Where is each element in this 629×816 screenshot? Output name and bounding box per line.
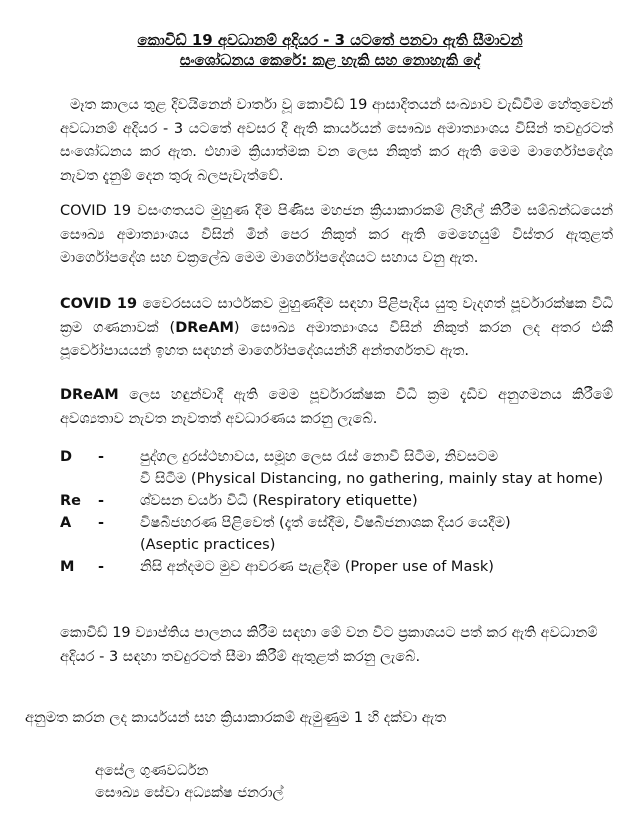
dream-dash: - <box>98 515 105 531</box>
paragraph-dream-intro-end: ) සෞඛ්‍ය අමාත්‍යාංශය විසින් නිකුත් කරන ලද අතර එකී පූර්වෝපායයන් ඉහත සඳහන් මාර්ගෝපදේශයන්හි අන්තර්ගතව ඇත. <box>60 319 613 359</box>
paragraph-intro: මෑත කාලය තුළ දිවයිනෙන් වාර්තා වූ කොවිඩ් 19 ආසාදිතයන් සංඛ්‍යාව වැඩිවීම හේතුවෙන් අවධානම් අදියර - 3 යටතේ අවසර දී ඇති කාර්යයන් සෞඛ්‍ය අමාත්‍යාංශය විසින් තවදුරටත් සංශෝධනය කර ඇත. එහාම ක්‍රියාත්මක වන ලෙස නිකුත් කර ඇති මෙම මාර්ගෝපදේශ නැවත දැනුම් දෙන තුරු බලපැවැත්වේ. <box>60 97 613 184</box>
dream-key: M <box>60 559 75 575</box>
signatory-designation: සෞඛ්‍ය සේවා අධ්‍යක්ෂ ජනරාල් <box>95 785 284 801</box>
signatory-name: අසේල ගුණවර්ධන <box>95 763 209 779</box>
paragraph-guidelines: COVID 19 වසංගතයට මුහුණ දීම පිණිස මහජන ක්‍රියාකාරකම් ලිහිල් කිරීම සම්බන්ධයෙන් සෞඛ්‍ය අමාත්‍යාංශය විසින් මින් පෙර නිකුත් කර ඇති මෙහෙයුම් විස්තර ඇතුළත් මාර්ගෝපදේශ සහ චක්‍රලේඛ මෙම මාර්ගෝපදේශයට සහාය වනු ඇත. <box>60 203 613 266</box>
dream-key: Re <box>60 493 81 509</box>
dream-key: D <box>60 449 73 465</box>
title-line-2: සංශෝධනය කෙරේ: කළ හැකි සහ නොහැකි දේ <box>179 51 481 69</box>
dream-dash: - <box>98 449 105 465</box>
paragraph-dream-emphasis <box>60 384 613 431</box>
dream-item-m <box>60 556 613 578</box>
paragraph-dream-intro-mid: වෛරසයට සාර්ථකව මුහුණදීම සඳහා පිළිපැදිය යුතු වැදගත් පූර්වාරක්ෂක විධි ක්‍රම ගණනාවක් ( <box>60 296 613 336</box>
dream-item-a <box>60 512 613 556</box>
dream-label: DReAM <box>175 319 234 336</box>
dream-text-line-1: නිසි අන්දමට මුව ආවරණ පැළදීම (Proper use of Mask) <box>140 559 494 575</box>
paragraph-dream-emphasis-rest: ලෙස හඳුන්වාදී ඇති මෙම පූර්වාරක්ෂක විධි ක්‍රම දැඩිව අනුගමනය කිරීමේ අවශ්‍යතාව නැවත නැවතත් අවධාරණය කරනු ලැබේ. <box>60 387 613 427</box>
dream-dash: - <box>98 493 105 509</box>
dream-item-re <box>60 490 613 512</box>
document-title <box>80 30 580 70</box>
signature-block <box>95 760 284 804</box>
annex-note: අනුමත කරන ලද කාර්යයන් සහ ක්‍රියාකාරකම් ඇමුණුම 1 හි දක්වා ඇත <box>25 710 447 726</box>
covid-label: COVID 19 <box>60 296 138 312</box>
dream-dash: - <box>98 559 105 575</box>
dream-label-2: DReAM <box>60 387 119 403</box>
dream-text-line-1: ශ්වසන චර්යා විධි (Respiratory etiquette) <box>140 493 418 509</box>
dream-text-line-1: විෂබීජහරණ පිළිවෙත් (දෑත් සේදීම, විෂබීජනාශක දියර යෙදීම) <box>140 515 511 531</box>
dream-key: A <box>60 515 72 531</box>
dream-item-d <box>60 446 613 490</box>
dream-text-line-1: පුද්ගල දුරස්ථභාවය, සමූහ ලෙස රැස් නොවී සිටීම, නිවසටම <box>140 449 499 465</box>
paragraph-restrictions: කොවිඩ් 19 ව්‍යාප්තිය පාලනය කිරීම සඳහා මේ වන විට ප්‍රකාශයට පත් කර ඇති අවධානම් අදියර - 3 සඳහා තවදුරටත් සීමා කිරීම් ඇතුළත් කරනු ලැබේ. <box>60 625 598 665</box>
dream-text-line-2: වී සිටීම (Physical Distancing, no gathering, mainly stay at home) <box>140 471 604 487</box>
title-line-1: කොවිඩ් 19 අවධානම් අදියර - 3 යටතේ පනවා ඇති සීමාවන් <box>137 31 523 49</box>
dream-list <box>60 446 613 578</box>
paragraph-dream-intro <box>60 293 613 364</box>
dream-text-line-2: (Aseptic practices) <box>140 537 276 553</box>
